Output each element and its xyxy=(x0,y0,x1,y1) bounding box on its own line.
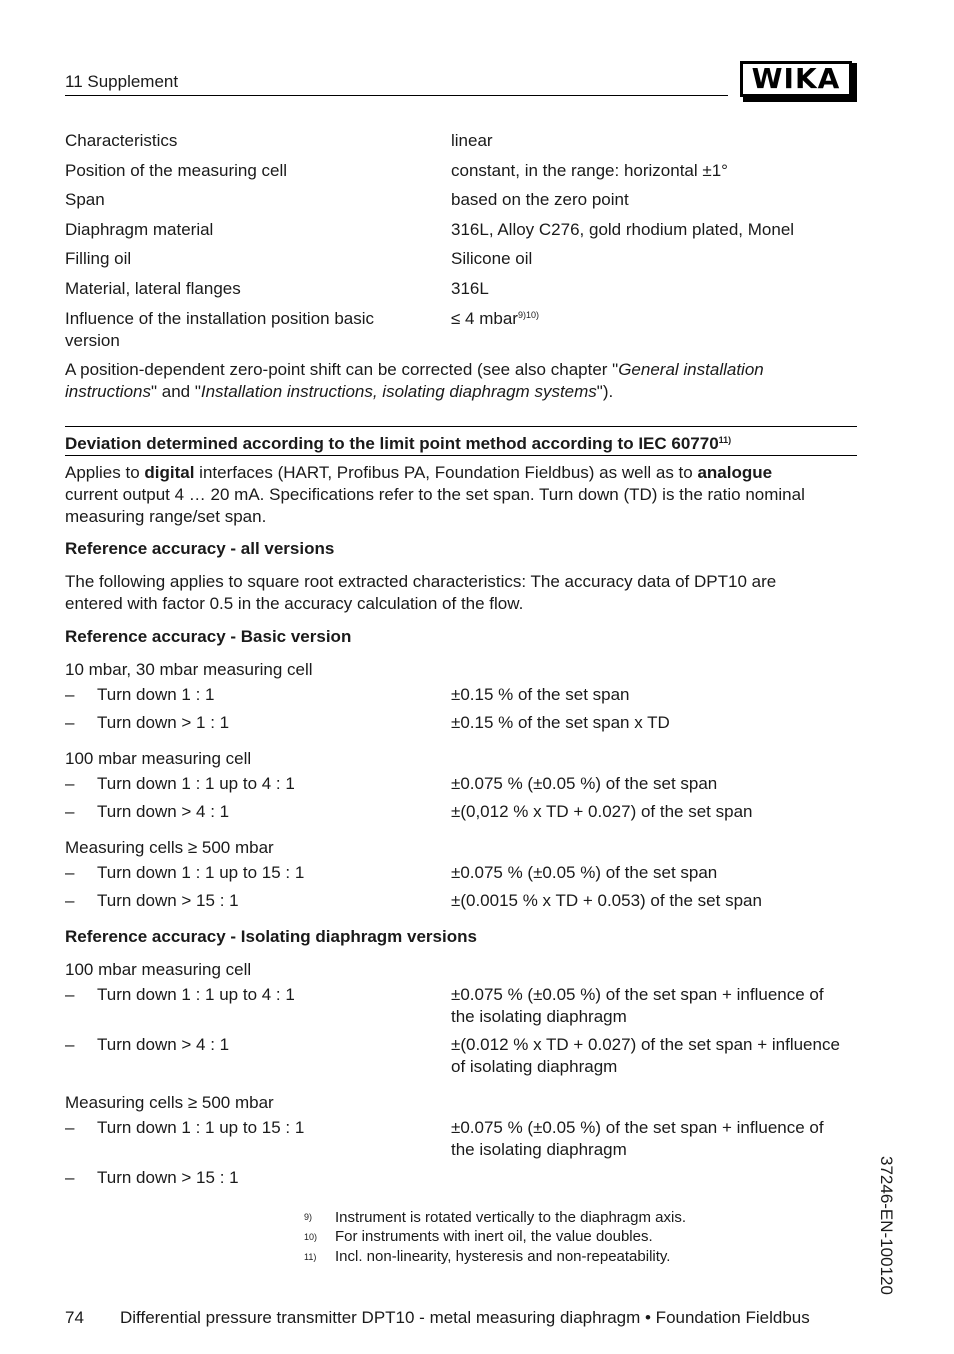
prop-label-span: Span xyxy=(65,190,105,209)
ref-all-heading: Reference accuracy - all versions xyxy=(65,539,335,558)
header-rule xyxy=(65,95,728,96)
prop-label-position: Position of the measuring cell xyxy=(65,161,288,180)
iso-value-line1: ±0.075 % (±0.05 %) of the set span + influence of xyxy=(451,1118,824,1137)
iso-item: Turn down > 15 : 1 xyxy=(97,1168,239,1187)
basic-item: Turn down > 15 : 1 xyxy=(97,891,239,910)
header-section-title: 11 Supplement xyxy=(65,72,179,91)
list-dash: – xyxy=(65,802,75,821)
deviation-rule-bottom xyxy=(65,455,857,456)
document-code: 37246-EN-100120 xyxy=(877,1156,896,1295)
basic-value: ±0.075 % (±0.05 %) of the set span xyxy=(451,863,718,882)
list-dash: – xyxy=(65,985,75,1004)
prop-label-diaphragm: Diaphragm material xyxy=(65,220,214,239)
iso-value-line2: the isolating diaphragm xyxy=(451,1007,627,1026)
basic-item: Turn down > 1 : 1 xyxy=(97,713,230,732)
prop-value-characteristics: linear xyxy=(451,131,493,150)
basic-group-title: 100 mbar measuring cell xyxy=(65,749,252,768)
prop-label-influence-2: version xyxy=(65,331,120,350)
footnote-text: Incl. non-linearity, hysteresis and non-repeatability. xyxy=(335,1248,671,1265)
iso-value-line2: the isolating diaphragm xyxy=(451,1140,627,1159)
position-note-line1: A position-dependent zero-point shift can be corrected (see also chapter "General installation xyxy=(65,360,764,379)
applies-line2: current output 4 … 20 mA. Specifications refer to the set span. Turn down (TD) is the ratio nominal xyxy=(65,485,805,504)
page-number: 74 xyxy=(65,1308,84,1327)
footnote-ref: 9)10) xyxy=(517,310,539,320)
position-note-line2: instructions" and "Installation instructions, isolating diaphragm systems"). xyxy=(65,382,614,401)
ref-all-line1: The following applies to square root extracted characteristics: The accuracy data of DPT10 are xyxy=(65,572,777,591)
ref-iso-heading: Reference accuracy - Isolating diaphragm versions xyxy=(65,927,477,946)
footnote-number: 9) xyxy=(304,1212,313,1222)
prop-label-characteristics: Characteristics xyxy=(65,131,178,150)
iso-value-line2: of isolating diaphragm xyxy=(451,1057,618,1076)
basic-item: Turn down 1 : 1 xyxy=(97,685,215,704)
list-dash: – xyxy=(65,1035,75,1054)
footer-title: Differential pressure transmitter DPT10 - metal measuring diaphragm • Foundation Fieldbus xyxy=(120,1308,810,1327)
prop-label-flanges: Material, lateral flanges xyxy=(65,279,241,298)
basic-value: ±(0,012 % x TD + 0.027) of the set span xyxy=(451,802,753,821)
prop-value-influence: ≤ 4 mbar$^{9)10)}$ xyxy=(451,309,539,328)
iso-value-line1: ±(0.012 % x TD + 0.027) of the set span + influence xyxy=(451,1035,840,1054)
list-dash: – xyxy=(65,891,75,910)
basic-item: Turn down > 4 : 1 xyxy=(97,802,230,821)
deviation-heading: Deviation determined according to the limit point method according to IEC 60770$^{11)}$ xyxy=(65,434,732,453)
applies-line1: Applies to digital interfaces (HART, Profibus PA, Foundation Fieldbus) as well as to analogue xyxy=(65,463,773,482)
list-dash: – xyxy=(65,774,75,793)
iso-item: Turn down 1 : 1 up to 15 : 1 xyxy=(97,1118,305,1137)
basic-item: Turn down 1 : 1 up to 15 : 1 xyxy=(97,863,305,882)
wika-logo: WIKA xyxy=(740,61,852,97)
iso-group-title: 100 mbar measuring cell xyxy=(65,960,252,979)
iso-value-line1: ±0.075 % (±0.05 %) of the set span + influence of xyxy=(451,985,824,1004)
prop-label-filling-oil: Filling oil xyxy=(65,249,132,268)
footnote-number: 10) xyxy=(304,1232,318,1242)
list-dash: – xyxy=(65,1118,75,1137)
prop-label-influence-1: Influence of the installation position basic xyxy=(65,309,375,328)
basic-item: Turn down 1 : 1 up to 4 : 1 xyxy=(97,774,295,793)
iso-item: Turn down 1 : 1 up to 4 : 1 xyxy=(97,985,295,1004)
prop-value-diaphragm: 316L, Alloy C276, gold rhodium plated, Monel xyxy=(451,220,795,239)
basic-value: ±(0.0015 % x TD + 0.053) of the set span xyxy=(451,891,762,910)
footnote-text: For instruments with inert oil, the value doubles. xyxy=(335,1228,653,1245)
ref-basic-heading: Reference accuracy - Basic version xyxy=(65,627,352,646)
logo-shadow-bottom xyxy=(743,97,857,102)
basic-value: ±0.15 % of the set span x TD xyxy=(451,713,670,732)
deviation-rule-top xyxy=(65,426,857,427)
iso-group-title: Measuring cells ≥ 500 mbar xyxy=(65,1093,274,1112)
footnote-number: 11) xyxy=(304,1252,317,1262)
list-dash: – xyxy=(65,685,75,704)
ref-all-line2: entered with factor 0.5 in the accuracy calculation of the flow. xyxy=(65,594,524,613)
basic-group-title: Measuring cells ≥ 500 mbar xyxy=(65,838,274,857)
list-dash: – xyxy=(65,863,75,882)
applies-line3: measuring range/set span. xyxy=(65,507,267,526)
list-dash: – xyxy=(65,713,75,732)
prop-value-filling-oil: Silicone oil xyxy=(451,249,533,268)
prop-value-span: based on the zero point xyxy=(451,190,629,209)
basic-value: ±0.15 % of the set span xyxy=(451,685,630,704)
basic-value: ±0.075 % (±0.05 %) of the set span xyxy=(451,774,718,793)
basic-group-title: 10 mbar, 30 mbar measuring cell xyxy=(65,660,313,679)
footnote-text: Instrument is rotated vertically to the diaphragm axis. xyxy=(335,1209,686,1226)
prop-value-flanges: 316L xyxy=(451,279,489,298)
list-dash: – xyxy=(65,1168,75,1187)
iso-item: Turn down > 4 : 1 xyxy=(97,1035,230,1054)
prop-value-position: constant, in the range: horizontal ±1° xyxy=(451,161,728,180)
